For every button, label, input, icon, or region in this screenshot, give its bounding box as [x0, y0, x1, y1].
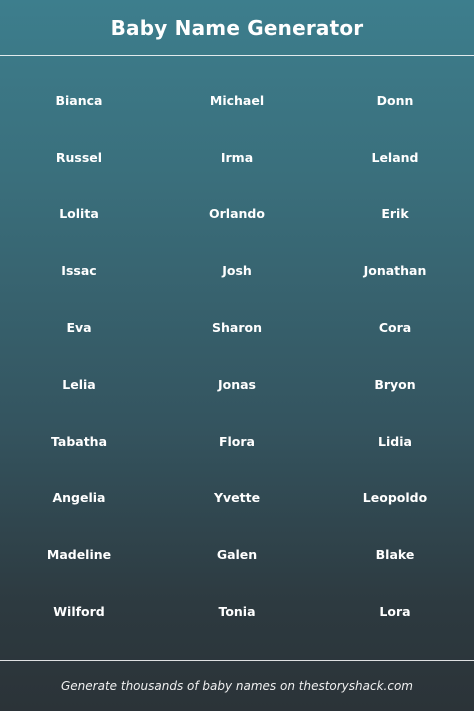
footer	[0, 660, 474, 711]
name-item: Sharon	[212, 320, 262, 336]
name-item: Orlando	[209, 206, 265, 222]
name-item: Michael	[209, 92, 265, 108]
name-item: Leopoldo	[362, 490, 428, 506]
name-item: Flora	[218, 433, 255, 449]
name-item: Lidia	[378, 433, 412, 449]
name-item: Tabatha	[50, 433, 108, 449]
name-item: Blake	[375, 547, 415, 563]
name-item: Lora	[379, 604, 411, 620]
footer-text: Generate thousands of baby names on thestoryshack.com	[61, 679, 413, 693]
header	[0, 0, 474, 56]
name-item: Lelia	[62, 376, 96, 392]
name-item: Issac	[61, 263, 97, 279]
name-item: Madeline	[46, 547, 112, 563]
name-item: Irma	[220, 149, 254, 165]
name-item: Eva	[66, 320, 92, 336]
name-item: Wilford	[53, 604, 105, 620]
name-item: Josh	[222, 263, 252, 279]
name-item: Cora	[378, 320, 412, 336]
name-item: Yvette	[213, 490, 261, 506]
name-item: Donn	[376, 92, 414, 108]
name-item: Tonia	[218, 604, 256, 620]
name-item: Jonathan	[363, 263, 427, 279]
name-grid	[0, 72, 474, 640]
name-item: Russel	[55, 149, 103, 165]
name-item: Erik	[381, 206, 409, 222]
name-item: Angelia	[52, 490, 106, 506]
name-item: Bianca	[55, 92, 103, 108]
name-item: Jonas	[217, 376, 256, 392]
name-item: Bryon	[374, 376, 416, 392]
name-item: Galen	[216, 547, 258, 563]
page-title: Baby Name Generator	[110, 15, 364, 40]
name-item: Leland	[371, 149, 419, 165]
name-item: Lolita	[59, 206, 99, 222]
